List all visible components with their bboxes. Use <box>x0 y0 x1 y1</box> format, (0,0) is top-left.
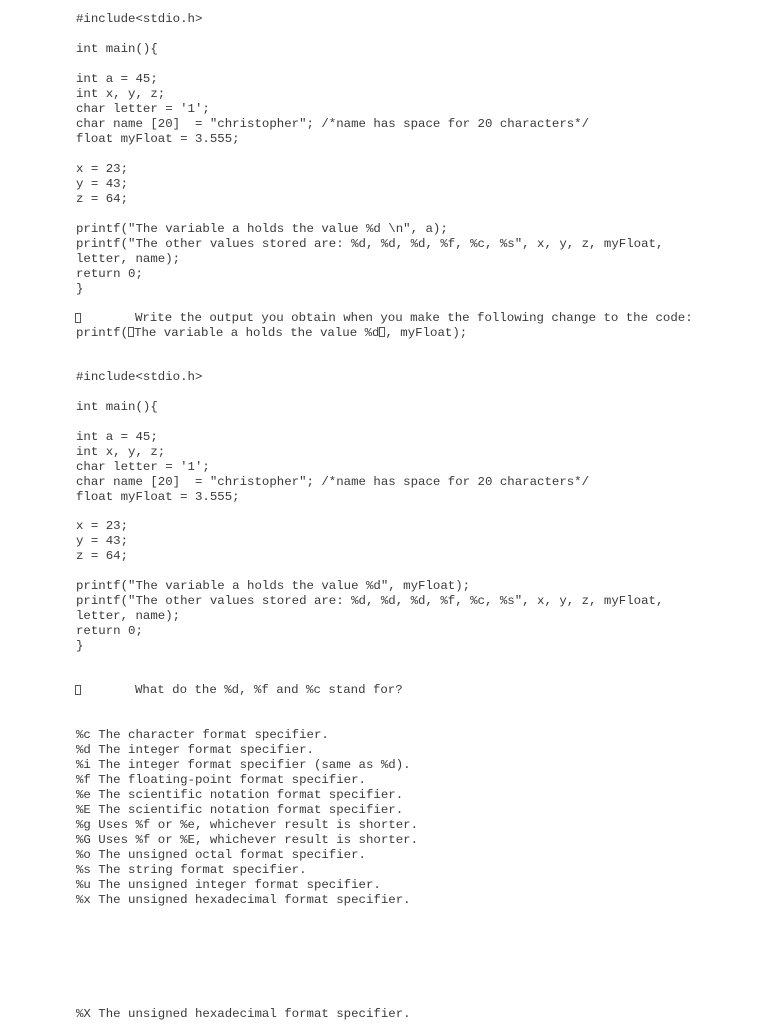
code2-line: } <box>76 639 84 653</box>
code2-line: y = 43; <box>76 534 129 548</box>
code1-line: char letter = '1'; <box>76 102 210 116</box>
specifier-item: %f The floating-point format specifier. <box>76 773 366 787</box>
code1-line: int x, y, z; <box>76 87 166 101</box>
question1-code-mid: The variable a holds the value %d <box>134 326 380 340</box>
code2-line: char letter = '1'; <box>76 460 210 474</box>
question1-text: Write the output you obtain when you make the following change to the code: <box>135 311 693 325</box>
specifier-item: %i The integer format specifier (same as %d). <box>76 758 411 772</box>
question2-text: What do the %d, %f and %c stand for? <box>135 683 403 697</box>
specifier-item: %e The scientific notation format specifier. <box>76 788 404 802</box>
specifier-item: %E The scientific notation format specifier. <box>76 803 404 817</box>
bullet-icon <box>75 313 81 323</box>
code2-line: int a = 45; <box>76 430 158 444</box>
code2-line: int x, y, z; <box>76 445 166 459</box>
specifier-item: %g Uses %f or %e, whichever result is shorter. <box>76 818 419 832</box>
specifier-item: %G Uses %f or %E, whichever result is shorter. <box>76 833 419 847</box>
code2-line: printf("The other values stored are: %d, %d, %d, %f, %c, %s", x, y, z, myFloat, <box>76 594 664 608</box>
code1-line: float myFloat = 3.555; <box>76 132 240 146</box>
specifier-item: %x The unsigned hexadecimal format specifier. <box>76 893 411 907</box>
code2-line: z = 64; <box>76 549 129 563</box>
specifier-item: %u The unsigned integer format specifier. <box>76 878 381 892</box>
specifier-item: %d The integer format specifier. <box>76 743 314 757</box>
code2-include: #include<stdio.h> <box>76 370 203 384</box>
code1-include: #include<stdio.h> <box>76 12 203 26</box>
code1-line: char name [20] = "christopher"; /*name has space for 20 characters*/ <box>76 117 590 131</box>
question1-code <box>76 326 467 341</box>
code2-line: printf("The variable a holds the value %d", myFloat); <box>76 579 471 593</box>
specifier-item: %s The string format specifier. <box>76 863 307 877</box>
code1-line: } <box>76 282 84 296</box>
code1-line: printf("The other values stored are: %d, %d, %d, %f, %c, %s", x, y, z, myFloat, <box>76 237 664 251</box>
bullet-icon <box>75 685 81 695</box>
code2-line: letter, name); <box>76 609 181 623</box>
code1-line: x = 23; <box>76 162 129 176</box>
code1-line: y = 43; <box>76 177 129 191</box>
code1-line: letter, name); <box>76 252 181 266</box>
code1-line: int a = 45; <box>76 72 158 86</box>
specifier-item: %o The unsigned octal format specifier. <box>76 848 366 862</box>
code2-line: x = 23; <box>76 519 129 533</box>
code1-line: return 0; <box>76 267 143 281</box>
specifier-item-last: %X The unsigned hexadecimal format specifier. <box>76 1007 411 1021</box>
code2-line: char name [20] = "christopher"; /*name has space for 20 characters*/ <box>76 475 590 489</box>
code2-main: int main(){ <box>76 400 158 414</box>
code1-line: printf("The variable a holds the value %d \n", a); <box>76 222 448 236</box>
code1-main: int main(){ <box>76 42 158 56</box>
code1-line: z = 64; <box>76 192 129 206</box>
code2-line: float myFloat = 3.555; <box>76 490 240 504</box>
question1-code-prefix: printf( <box>76 326 129 340</box>
specifier-item: %c The character format specifier. <box>76 728 329 742</box>
code2-line: return 0; <box>76 624 143 638</box>
question1-code-suffix: , myFloat); <box>385 326 468 340</box>
